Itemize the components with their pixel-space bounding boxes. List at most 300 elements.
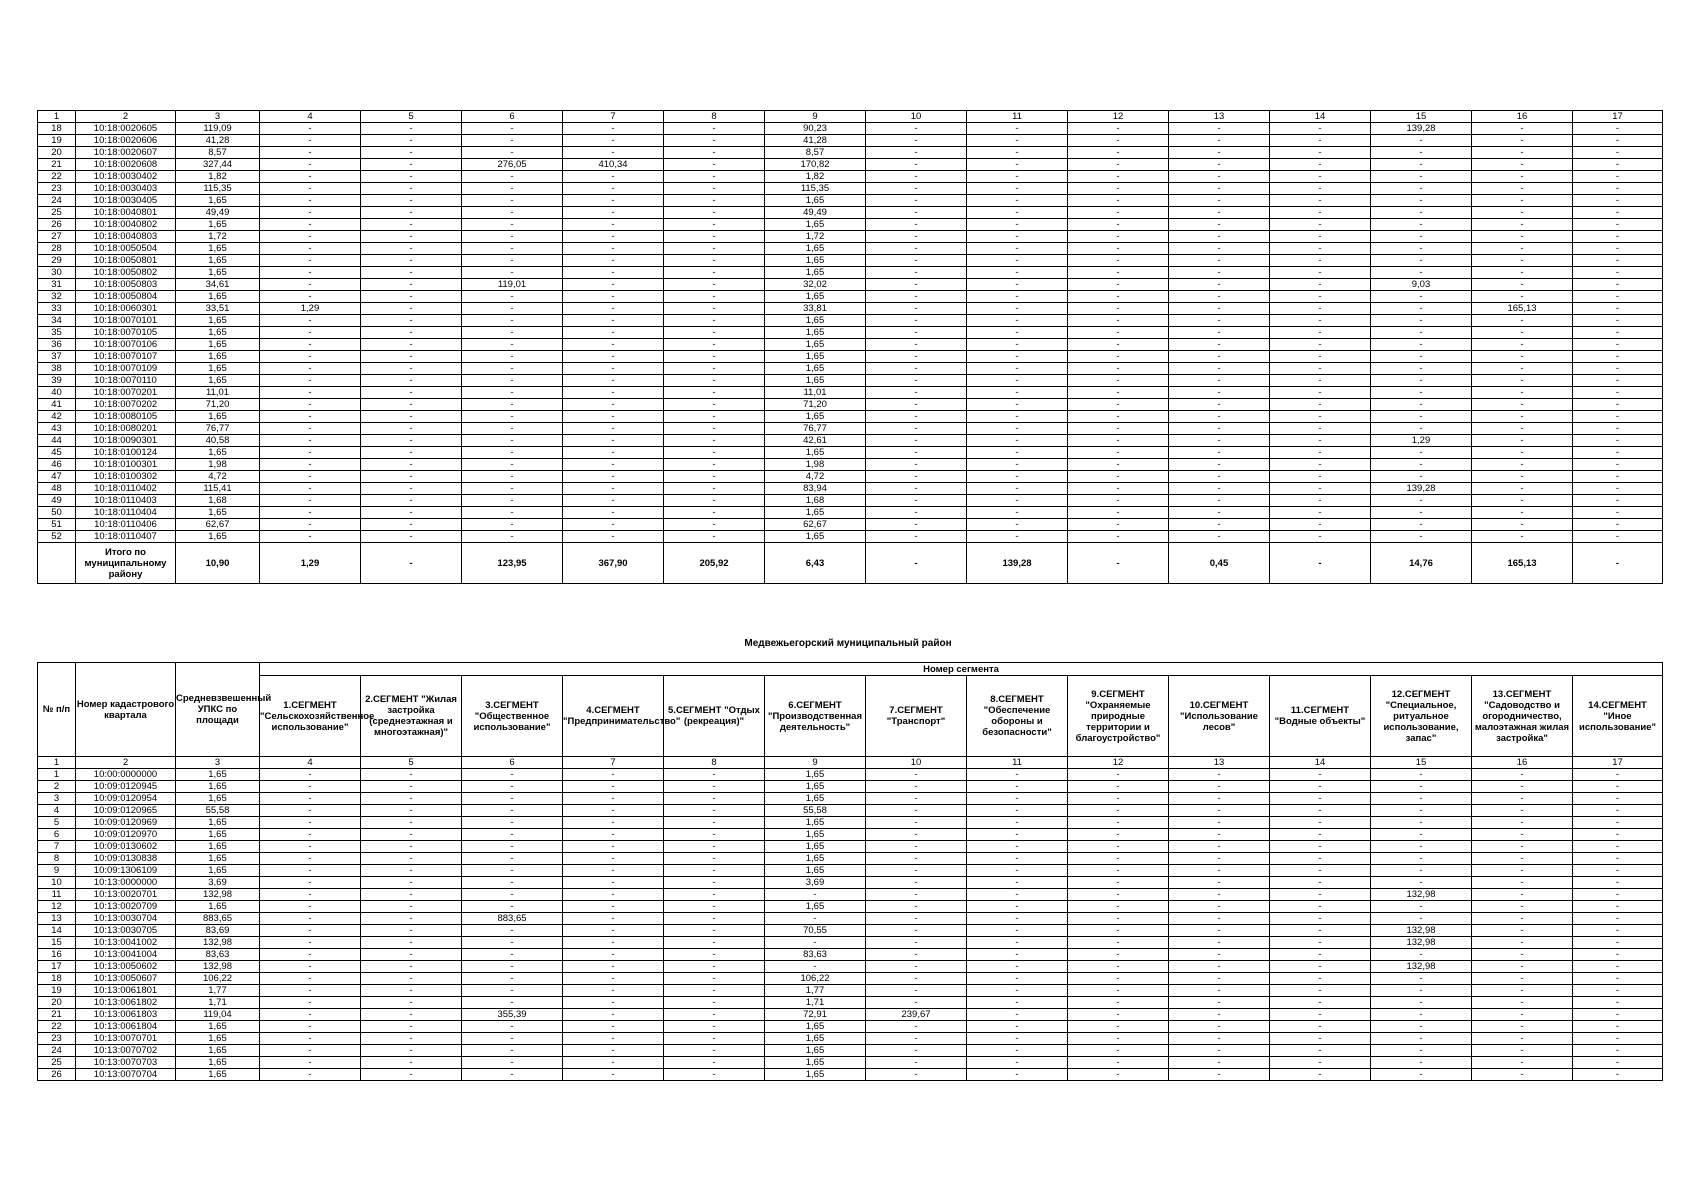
cell-col-2: 10:18:0030405 [76,195,176,207]
cell-col-16: - [1472,315,1573,327]
cell-col-10: - [866,123,967,135]
cell-col-15: - [1371,195,1472,207]
cell-col-4: 4 [260,757,361,769]
cell-col-9: 1,65 [765,351,866,363]
cell-col-17: - [1573,997,1663,1009]
cell-col-4: - [260,507,361,519]
cell-col-5: - [361,889,462,901]
cell-col-2: 10:13:0050607 [76,973,176,985]
cell-col-6: - [462,195,563,207]
cell-col-1: 25 [38,1057,76,1069]
cell-col-1: 41 [38,399,76,411]
cell-col-11: 11 [967,757,1068,769]
cell-col-9: 1,65 [765,1033,866,1045]
cell-col-9: 4,72 [765,471,866,483]
cell-col-17: - [1573,877,1663,889]
cell-col-13: - [1169,841,1270,853]
cell-col-15: - [1371,375,1472,387]
cell-col-5: - [361,1057,462,1069]
cell-col-6: - [462,519,563,531]
cell-col-13: - [1169,387,1270,399]
cell-col-5: - [361,817,462,829]
cell-col-15: - [1371,913,1472,925]
cell-col-17: - [1573,375,1663,387]
table-row [38,267,1663,279]
cell-col-12: 12 [1068,111,1169,123]
cell-col-6: - [462,483,563,495]
table-row [38,531,1663,543]
cell-col-17: - [1573,243,1663,255]
cell-col-17: - [1573,495,1663,507]
column-number-row [38,111,1663,123]
cell-col-9: 1,65 [765,315,866,327]
cell-col-15: - [1371,171,1472,183]
cell-col-4: - [260,853,361,865]
table-row [38,279,1663,291]
cell-col-11: - [967,423,1068,435]
cell-col-2: 10:18:0090301 [76,435,176,447]
cell-col-14: - [1270,207,1371,219]
cell-col-14: - [1270,877,1371,889]
cell-col-11: - [967,159,1068,171]
cell-col-1: 23 [38,183,76,195]
cell-col-17: - [1573,279,1663,291]
cell-col-4: - [260,171,361,183]
cell-col-5: - [361,135,462,147]
cell-col-7: - [563,793,664,805]
cell-col-10: - [866,985,967,997]
cell-col-16: - [1472,207,1573,219]
table-row [38,243,1663,255]
cell-col-5: - [361,159,462,171]
cell-col-1: 13 [38,913,76,925]
table-row [38,961,1663,973]
table-row [38,339,1663,351]
cell-col-11: - [967,387,1068,399]
cell-col-2: 10:09:0130602 [76,841,176,853]
cell-col-5: - [361,339,462,351]
cell-col-5: - [361,459,462,471]
cell-col-11: - [967,279,1068,291]
header-segment-6: 6.СЕГМЕНТ "Производственная деятельность" [765,676,866,757]
cell-col-14: - [1270,829,1371,841]
cell-col-6: - [462,291,563,303]
cell-col-4: - [260,339,361,351]
cell-col-14: 14 [1270,757,1371,769]
cell-col-2: 10:18:0050504 [76,243,176,255]
header-segment-2: 2.СЕГМЕНТ "Жилая застройка (среднеэтажная и многоэтажная)" [361,676,462,757]
cell-col-6: - [462,1069,563,1081]
cell-col-8: - [664,387,765,399]
cell-col-15: - [1371,447,1472,459]
cell-col-11: - [967,135,1068,147]
cell-col-4: - [260,889,361,901]
cell-col-12: - [1068,531,1169,543]
cell-col-2: 10:18:0050804 [76,291,176,303]
cell-col-15: - [1371,997,1472,1009]
cell-col-12: - [1068,351,1169,363]
cell-col-11: - [967,961,1068,973]
cell-col-12: - [1068,303,1169,315]
cell-col-11: - [967,435,1068,447]
cell-col-5: - [361,471,462,483]
cell-col-12: - [1068,387,1169,399]
cell-col-13: - [1169,949,1270,961]
cell-col-9: 1,65 [765,447,866,459]
cell-col-17: - [1573,195,1663,207]
cell-col-10: - [866,171,967,183]
cell-col-6: - [462,507,563,519]
table-row [38,411,1663,423]
cell-col-4: - [260,327,361,339]
cell-col-7: - [563,1057,664,1069]
cell-col-2: 10:18:0070110 [76,375,176,387]
cell-col-3: 1,65 [176,351,260,363]
cell-col-7: - [563,399,664,411]
cell-col-12: - [1068,853,1169,865]
cell-col-4: - [260,817,361,829]
cell-col-2: 10:13:0030705 [76,925,176,937]
cell-col-11: - [967,495,1068,507]
cell-col-6: - [462,973,563,985]
table-row [38,1045,1663,1057]
cell-col-9: 115,35 [765,183,866,195]
cell-col-14: - [1270,279,1371,291]
cell-col-13: - [1169,997,1270,1009]
cell-col-7: - [563,925,664,937]
table-row [38,1069,1663,1081]
cell-col-9: 1,65 [765,1045,866,1057]
cell-col-2: 10:09:0120965 [76,805,176,817]
cell-col-3: 132,98 [176,961,260,973]
cell-col-14: - [1270,351,1371,363]
cell-col-1 [38,543,76,584]
cell-col-9: 70,55 [765,925,866,937]
cell-col-14: - [1270,793,1371,805]
cell-col-9: 1,65 [765,1069,866,1081]
cell-col-8: - [664,135,765,147]
cell-col-3: 1,65 [176,447,260,459]
cell-col-4: - [260,985,361,997]
cell-col-13: - [1169,135,1270,147]
cell-col-2: 10:13:0020701 [76,889,176,901]
cell-col-14: - [1270,973,1371,985]
cell-col-9: 1,71 [765,997,866,1009]
cell-col-5: - [361,519,462,531]
cell-col-12: 12 [1068,757,1169,769]
table-row [38,877,1663,889]
cell-col-4: - [260,279,361,291]
cell-col-16: 165,13 [1472,543,1573,584]
cell-col-16: - [1472,159,1573,171]
cell-col-12: - [1068,519,1169,531]
cell-col-15: - [1371,255,1472,267]
cell-col-8: - [664,375,765,387]
cell-col-14: - [1270,291,1371,303]
cell-col-10: - [866,1057,967,1069]
cell-col-12: - [1068,1057,1169,1069]
cell-col-16: - [1472,531,1573,543]
cell-col-12: - [1068,339,1169,351]
cell-col-10: - [866,459,967,471]
cell-col-14: - [1270,135,1371,147]
cell-col-13: - [1169,865,1270,877]
cell-col-12: - [1068,183,1169,195]
cell-col-12: - [1068,471,1169,483]
cell-col-11: - [967,471,1068,483]
cell-col-16: - [1472,171,1573,183]
table-row [38,937,1663,949]
cell-col-8: - [664,291,765,303]
cell-col-5: - [361,543,462,584]
cell-col-3: 1,65 [176,901,260,913]
cell-col-3: 119,09 [176,123,260,135]
cell-col-3: 1,65 [176,243,260,255]
cell-col-17: - [1573,339,1663,351]
cell-col-16: - [1472,937,1573,949]
cell-col-11: - [967,925,1068,937]
table-row [38,315,1663,327]
cell-col-1: 43 [38,423,76,435]
cell-col-12: - [1068,315,1169,327]
cell-col-17: - [1573,913,1663,925]
cell-col-4: - [260,459,361,471]
cell-col-2: 10:18:0100302 [76,471,176,483]
cell-col-15: - [1371,949,1472,961]
cell-col-11: - [967,303,1068,315]
cell-col-7: 410,34 [563,159,664,171]
cell-col-6: - [462,423,563,435]
total-row [38,543,1663,584]
cell-col-16: - [1472,1009,1573,1021]
cell-col-7: - [563,507,664,519]
cell-col-10: - [866,351,967,363]
cell-col-14: - [1270,531,1371,543]
cell-col-13: - [1169,781,1270,793]
cell-col-4: - [260,961,361,973]
cell-col-5: - [361,195,462,207]
cell-col-8: - [664,255,765,267]
cell-col-16: - [1472,339,1573,351]
cell-col-4: - [260,1045,361,1057]
cell-col-9: 90,23 [765,123,866,135]
table-row [38,1021,1663,1033]
cell-col-4: - [260,781,361,793]
cell-col-2: 10:09:0120969 [76,817,176,829]
cell-col-17: - [1573,949,1663,961]
cell-col-3: 1,65 [176,375,260,387]
cell-col-10: - [866,853,967,865]
cell-col-11: - [967,147,1068,159]
cell-col-11: - [967,997,1068,1009]
cell-col-12: - [1068,375,1169,387]
cell-col-9: 71,20 [765,399,866,411]
cell-col-13: - [1169,219,1270,231]
header-segment-12: 12.СЕГМЕНТ "Специальное, ритуальное использование, запас" [1371,676,1472,757]
cell-col-4: - [260,363,361,375]
cell-col-1: 29 [38,255,76,267]
cell-col-17: 17 [1573,111,1663,123]
cell-col-1: 38 [38,363,76,375]
cell-col-6: - [462,459,563,471]
cell-col-2: 2 [76,757,176,769]
cell-col-15: - [1371,147,1472,159]
table-row [38,231,1663,243]
cell-col-4: - [260,769,361,781]
header-segment-5: 5.СЕГМЕНТ "Отдых (рекреация)" [664,676,765,757]
cell-col-1: 1 [38,757,76,769]
cell-col-15: - [1371,507,1472,519]
cell-col-7: - [563,459,664,471]
cell-col-1: 50 [38,507,76,519]
cell-col-16: - [1472,327,1573,339]
cell-col-10: - [866,315,967,327]
cell-col-7: - [563,531,664,543]
cell-col-12: - [1068,195,1169,207]
cell-col-14: - [1270,387,1371,399]
cell-col-1: 45 [38,447,76,459]
cell-col-8: - [664,925,765,937]
cell-col-10: - [866,829,967,841]
cell-col-9: 1,72 [765,231,866,243]
cell-col-16: - [1472,483,1573,495]
cell-col-7: - [563,1069,664,1081]
cell-col-9: 83,94 [765,483,866,495]
cell-col-4: - [260,147,361,159]
cell-col-10: - [866,925,967,937]
cell-col-17: - [1573,387,1663,399]
cell-col-5: - [361,411,462,423]
cell-col-11: - [967,363,1068,375]
cell-col-16: - [1472,219,1573,231]
cell-col-10: - [866,841,967,853]
cell-col-8: - [664,495,765,507]
cell-col-14: - [1270,865,1371,877]
cell-col-11: - [967,207,1068,219]
cell-col-7: - [563,1045,664,1057]
cell-col-3: 3 [176,757,260,769]
cell-col-6: - [462,901,563,913]
cell-col-7: - [563,949,664,961]
cell-col-14: - [1270,853,1371,865]
cell-col-1: 40 [38,387,76,399]
cell-col-17: - [1573,543,1663,584]
cell-col-13: - [1169,769,1270,781]
cell-col-2: 10:13:0041004 [76,949,176,961]
cell-col-14: - [1270,805,1371,817]
cell-col-9: 9 [765,111,866,123]
cell-col-6: - [462,447,563,459]
cell-col-3: 1,68 [176,495,260,507]
cell-col-2: 10:13:0030704 [76,913,176,925]
cell-col-6: - [462,399,563,411]
cell-col-6: - [462,949,563,961]
cell-col-5: - [361,769,462,781]
cell-col-2: 10:09:1306109 [76,865,176,877]
cell-col-2: Итого по муниципальному району [76,543,176,584]
cell-col-15: - [1371,243,1472,255]
cell-col-16: - [1472,985,1573,997]
cell-col-10: - [866,363,967,375]
cell-col-10: - [866,937,967,949]
cell-col-11: - [967,1021,1068,1033]
cell-col-8: - [664,1009,765,1021]
cell-col-10: - [866,865,967,877]
cell-col-3: 115,41 [176,483,260,495]
cell-col-13: - [1169,147,1270,159]
cell-col-9: 1,65 [765,363,866,375]
cell-col-1: 23 [38,1033,76,1045]
cell-col-14: - [1270,423,1371,435]
cell-col-13: - [1169,195,1270,207]
cell-col-6: - [462,435,563,447]
cell-col-9: 83,63 [765,949,866,961]
cell-col-1: 10 [38,877,76,889]
table-row [38,123,1663,135]
cell-col-11: 139,28 [967,543,1068,584]
cell-col-1: 9 [38,865,76,877]
cell-col-7: - [563,219,664,231]
cell-col-15: - [1371,829,1472,841]
table-row [38,889,1663,901]
cell-col-4: - [260,925,361,937]
cell-col-15: - [1371,387,1472,399]
cell-col-13: - [1169,207,1270,219]
cell-col-1: 22 [38,171,76,183]
cell-col-16: - [1472,1057,1573,1069]
cell-col-13: - [1169,1033,1270,1045]
cell-col-7: - [563,937,664,949]
cell-col-9: 9 [765,757,866,769]
cell-col-8: - [664,1069,765,1081]
cell-col-11: - [967,1069,1068,1081]
cell-col-14: - [1270,1045,1371,1057]
table-row [38,793,1663,805]
cell-col-15: - [1371,865,1472,877]
cell-col-17: - [1573,447,1663,459]
cell-col-6: - [462,805,563,817]
cell-col-2: 10:18:0030403 [76,183,176,195]
cell-col-7: - [563,805,664,817]
cell-col-2: 10:18:0020607 [76,147,176,159]
cell-col-15: - [1371,159,1472,171]
cell-col-4: - [260,937,361,949]
cell-col-7: - [563,471,664,483]
cell-col-3: 83,63 [176,949,260,961]
cell-col-5: - [361,363,462,375]
cell-col-5: - [361,267,462,279]
table-row [38,985,1663,997]
cell-col-2: 10:13:0070704 [76,1069,176,1081]
cell-col-2: 10:18:0100301 [76,459,176,471]
cell-col-1: 26 [38,1069,76,1081]
cell-col-16: - [1472,841,1573,853]
cell-col-17: - [1573,973,1663,985]
cell-col-12: - [1068,937,1169,949]
cell-col-8: - [664,829,765,841]
cell-col-14: - [1270,183,1371,195]
cell-col-9: 1,65 [765,219,866,231]
cell-col-12: - [1068,973,1169,985]
cell-col-1: 19 [38,985,76,997]
cell-col-7: - [563,889,664,901]
cell-col-7: - [563,315,664,327]
cell-col-9: 1,98 [765,459,866,471]
cell-col-9: 1,65 [765,853,866,865]
cell-col-12: - [1068,949,1169,961]
cell-col-13: - [1169,937,1270,949]
cell-col-16: - [1472,925,1573,937]
